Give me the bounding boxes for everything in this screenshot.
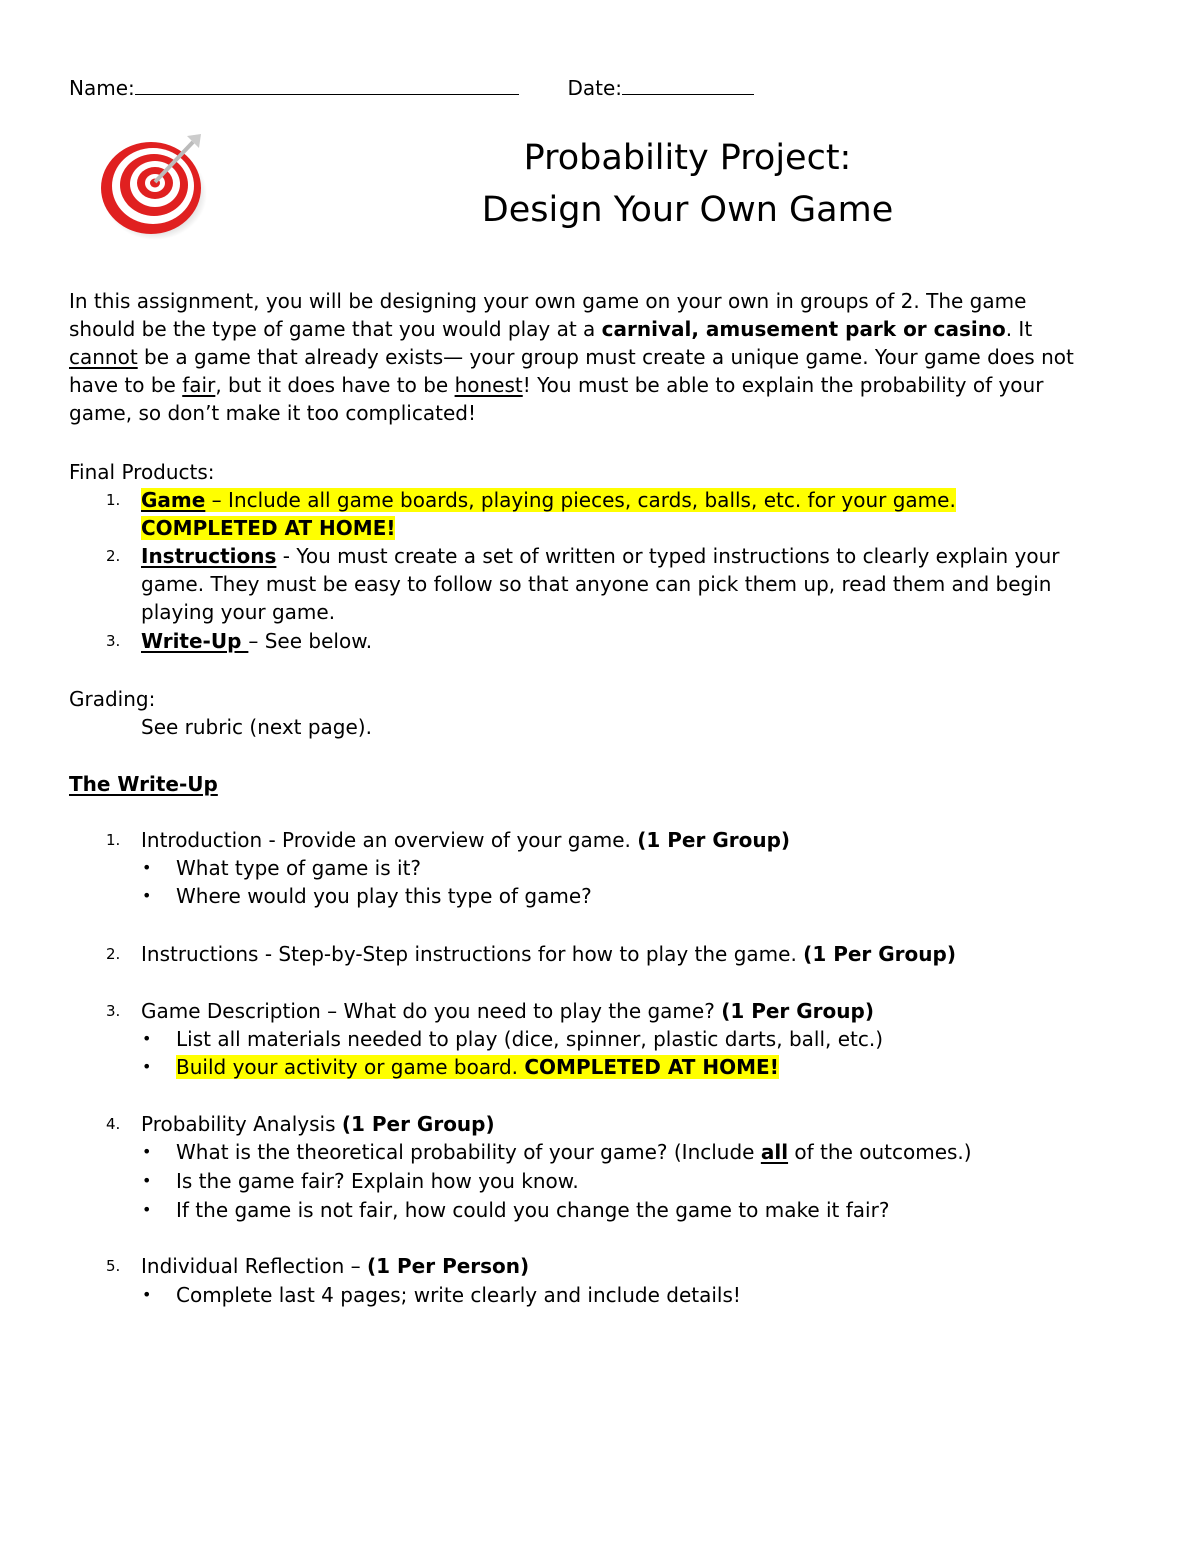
bullet-item: What type of game is it?	[176, 856, 422, 880]
final-product-writeup: Write-Up – See below.	[141, 629, 373, 653]
intro-line: have to be fair, but it does have to be honest! You must be able to explain the probability of your	[69, 373, 1044, 397]
writeup-section-game-description: Game Description – What do you need to play the game? (1 Per Group)	[141, 999, 874, 1023]
grading-heading: Grading:	[69, 687, 156, 711]
bullet-item: Complete last 4 pages; write clearly and include details!	[176, 1283, 741, 1307]
writeup-section-probability-analysis: Probability Analysis (1 Per Group)	[141, 1112, 495, 1136]
list-number: 3.	[106, 1002, 121, 1020]
name-date-row	[69, 74, 754, 102]
bullet-icon: •	[142, 1200, 152, 1219]
final-products-heading: Final Products:	[69, 460, 215, 484]
intro-line: In this assignment, you will be designing your own game on your own in groups of 2. The game	[69, 289, 1027, 313]
grading-text: See rubric (next page).	[141, 715, 372, 739]
writeup-heading: The Write-Up	[69, 772, 218, 796]
target-with-dart-icon	[95, 132, 210, 244]
bullet-icon: •	[142, 886, 152, 905]
bullet-icon: •	[142, 1057, 152, 1076]
bullet-icon: •	[142, 1142, 152, 1161]
list-number: 4.	[106, 1115, 121, 1133]
list-number: 1.	[106, 491, 121, 509]
final-product-game-note: COMPLETED AT HOME!	[141, 516, 396, 540]
final-product-game: Game – Include all game boards, playing pieces, cards, balls, etc. for your game.	[141, 488, 956, 512]
bullet-item: Where would you play this type of game?	[176, 884, 592, 908]
final-product-instructions-line: game. They must be easy to follow so that anyone can pick them up, read them and begin	[141, 572, 1052, 596]
page-title-line2: Design Your Own Game	[481, 190, 894, 230]
date-label: Date:	[567, 76, 623, 100]
name-label: Name:	[69, 76, 135, 100]
page-title-line1: Probability Project:	[523, 138, 852, 178]
final-product-instructions-line: playing your game.	[141, 600, 336, 624]
bullet-item: List all materials needed to play (dice, spinner, plastic darts, ball, etc.)	[176, 1027, 884, 1051]
bullet-icon: •	[142, 858, 152, 877]
final-product-instructions: Instructions - You must create a set of written or typed instructions to clearly explain your	[141, 544, 1060, 568]
bullet-item: What is the theoretical probability of your game? (Include all of the outcomes.)	[176, 1140, 972, 1164]
intro-line: should be the type of game that you would play at a carnival, amusement park or casino. It	[69, 317, 1033, 341]
bullet-icon: •	[142, 1285, 152, 1304]
bullet-item: If the game is not fair, how could you change the game to make it fair?	[176, 1198, 890, 1222]
intro-line: game, so don’t make it too complicated!	[69, 401, 476, 425]
list-number: 2.	[106, 547, 121, 565]
writeup-section-introduction: Introduction - Provide an overview of your game. (1 Per Group)	[141, 828, 791, 852]
bullet-item-highlighted: Build your activity or game board. COMPLETED AT HOME!	[176, 1055, 779, 1079]
writeup-section-individual-reflection: Individual Reflection – (1 Per Person)	[141, 1254, 530, 1278]
writeup-section-instructions: Instructions - Step-by-Step instructions for how to play the game. (1 Per Group)	[141, 942, 956, 966]
list-number: 3.	[106, 632, 121, 650]
list-number: 5.	[106, 1257, 121, 1275]
bullet-icon: •	[142, 1171, 152, 1190]
list-number: 2.	[106, 945, 121, 963]
name-blank[interactable]	[135, 74, 519, 95]
bullet-item: Is the game fair? Explain how you know.	[176, 1169, 579, 1193]
intro-line: cannot be a game that already exists— your group must create a unique game. Your game does not	[69, 345, 1074, 369]
list-number: 1.	[106, 831, 121, 849]
date-blank[interactable]	[622, 74, 754, 95]
bullet-icon: •	[142, 1029, 152, 1048]
